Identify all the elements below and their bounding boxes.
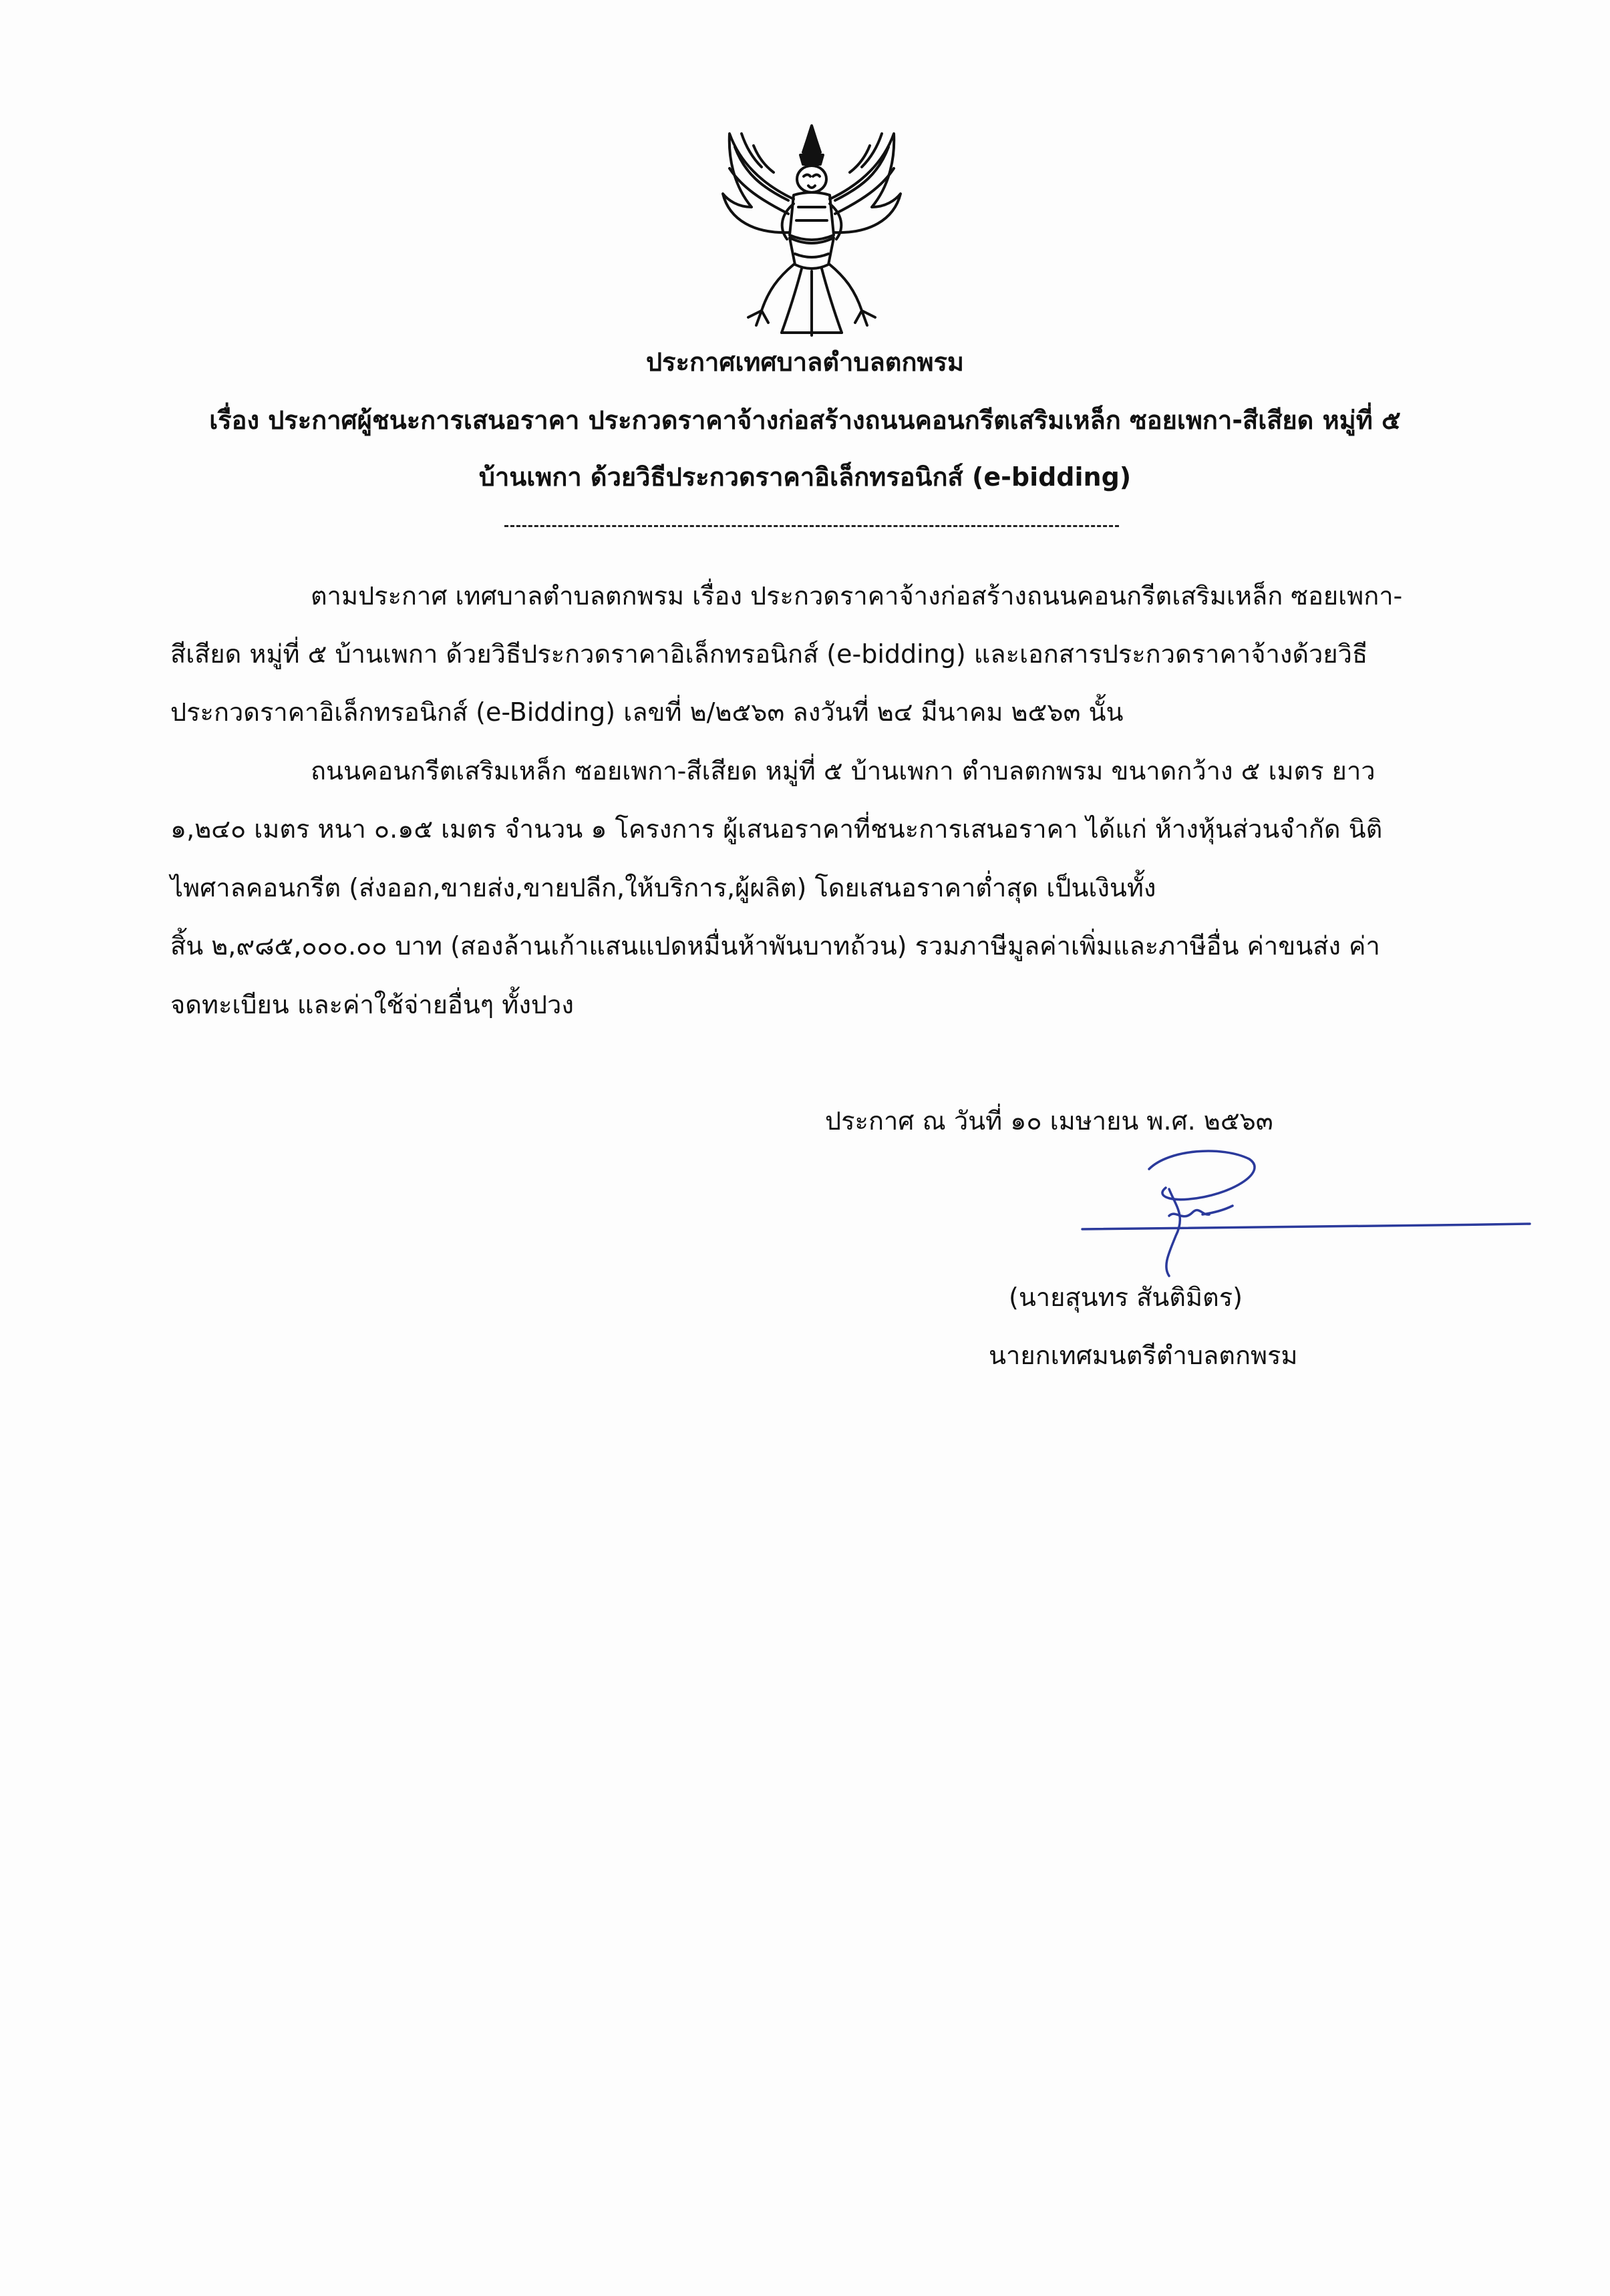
- paragraph-2-line: ไพศาลคอนกรีต (ส่งออก,ขายส่ง,ขายปลีก,ให้บริการ,ผู้ผลิต) โดยเสนอราคาต่ำสุด เป็นเงินทั้ง: [170, 873, 1156, 903]
- paragraph-1-line: ประกวดราคาอิเล็กทรอนิกส์ (e-Bidding) เลขที่ ๒/๒๕๖๓ ลงวันที่ ๒๔ มีนาคม ๒๕๖๓ นั้น: [170, 697, 1124, 727]
- paragraph-2-line: จดทะเบียน และค่าใช้จ่ายอื่นๆ ทั้งปวง: [170, 990, 574, 1019]
- document-subject-line-1: เรื่อง ประกาศผู้ชนะการเสนอราคา ประกวดราคาจ้างก่อสร้างถนนคอนกรีตเสริมเหล็ก ซอยเพกา-สีเสียด หมู่ที่ ๕: [209, 405, 1401, 435]
- signer-name: (นายสุนทร สันติมิตร): [1009, 1283, 1243, 1312]
- paragraph-1-line: ตามประกาศ เทศบาลตำบลตกพรม เรื่อง ประกวดราคาจ้างก่อสร้างถนนคอนกรีตเสริมเหล็ก ซอยเพกา-: [311, 581, 1403, 611]
- paragraph-1-line: สีเสียด หมู่ที่ ๕ บ้านเพกา ด้วยวิธีประกวดราคาอิเล็กทรอนิกส์ (e-bidding) และเอกสารประกวดราคาจ้างด้วยวิธี: [170, 639, 1368, 669]
- signer-title: นายกเทศมนตรีตำบลตกพรม: [989, 1341, 1298, 1370]
- paragraph-2-line: สิ้น ๒,๙๘๕,๐๐๐.๐๐ บาท (สองล้านเก้าแสนแปดหมื่นห้าพันบาทถ้วน) รวมภาษีมูลค่าเพิ่มและภาษีอื่น ค่าขนส่ง ค่า: [170, 931, 1380, 961]
- paragraph-2-line: ๑,๒๔๐ เมตร หนา ๐.๑๕ เมตร จำนวน ๑ โครงการ ผู้เสนอราคาที่ชนะการเสนอราคา ได้แก่ ห้างหุ้นส่วนจำกัด นิติ: [170, 814, 1383, 844]
- announcement-date: ประกาศ ณ วันที่ ๑๐ เมษายน พ.ศ. ๒๕๖๓: [825, 1106, 1273, 1136]
- document-subject-line-2: บ้านเพกา ด้วยวิธีประกวดราคาอิเล็กทรอนิกส์ (e-bidding): [478, 462, 1132, 492]
- garuda-emblem-icon: [715, 120, 909, 341]
- document-agency-heading: ประกาศเทศบาลตำบลตกพรม: [646, 347, 964, 377]
- handwritten-signature: [1069, 1142, 1537, 1283]
- paragraph-2-line: ถนนคอนกรีตเสริมเหล็ก ซอยเพกา-สีเสียด หมู่ที่ ๕ บ้านเพกา ตำบลตกพรม ขนาดกว้าง ๕ เมตร ยาว: [311, 756, 1376, 786]
- heading-divider: [504, 525, 1119, 527]
